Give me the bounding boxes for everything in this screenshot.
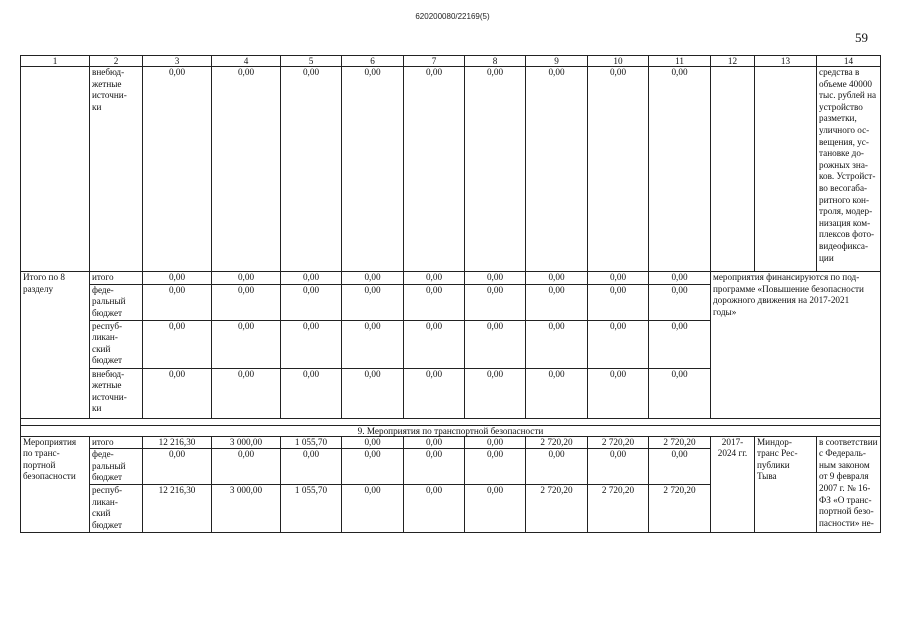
value-cell: 0,00 (342, 67, 404, 272)
value-cell: 0,00 (342, 436, 404, 449)
column-header: 7 (404, 56, 465, 67)
executor-cell: Миндор- транс Рес- публики Тыва (755, 436, 817, 533)
value-cell: 0,00 (143, 284, 212, 320)
document-id: 620200080/22169(5) (415, 12, 490, 21)
funding-source: феде- ральный бюджет (90, 449, 143, 485)
column-header: 4 (212, 56, 281, 67)
funding-source: итого (90, 272, 143, 285)
note-cell: в соответствии с Федераль- ным законом от 9 февраля 2007 г. № 16- ФЗ «О транс- портной безо- пасности» не- (817, 436, 881, 533)
value-cell: 0,00 (588, 368, 649, 418)
value-cell: 0,00 (342, 449, 404, 485)
value-cell: 12 216,30 (143, 436, 212, 449)
funding-source: внебюд- жетные источни- ки (90, 67, 143, 272)
value-cell: 0,00 (588, 449, 649, 485)
value-cell: 0,00 (143, 67, 212, 272)
value-cell: 2 720,20 (526, 436, 588, 449)
column-header: 2 (90, 56, 143, 67)
value-cell: 0,00 (342, 320, 404, 368)
value-cell: 0,00 (404, 449, 465, 485)
table-row (21, 67, 881, 272)
funding-source: внебюд- жетные источни- ки (90, 368, 143, 418)
value-cell: 0,00 (212, 67, 281, 272)
value-cell: 0,00 (404, 320, 465, 368)
value-cell: 0,00 (649, 67, 711, 272)
value-cell: 0,00 (465, 449, 526, 485)
value-cell: 0,00 (649, 449, 711, 485)
note-cell: мероприятия финансируются по под- программе «Повышение безопасности дорожного движения на 2017-2021 годы» (711, 272, 881, 419)
value-cell: 0,00 (143, 320, 212, 368)
column-header: 3 (143, 56, 212, 67)
value-cell: 0,00 (588, 284, 649, 320)
value-cell: 0,00 (465, 485, 526, 533)
value-cell: 1 055,70 (281, 485, 342, 533)
value-cell: 0,00 (465, 436, 526, 449)
value-cell: 0,00 (404, 485, 465, 533)
value-cell: 2 720,20 (649, 436, 711, 449)
value-cell: 3 000,00 (212, 436, 281, 449)
value-cell: 0,00 (526, 272, 588, 285)
value-cell: 0,00 (526, 67, 588, 272)
value-cell: 0,00 (281, 449, 342, 485)
value-cell: 0,00 (649, 320, 711, 368)
value-cell: 0,00 (526, 320, 588, 368)
value-cell: 0,00 (212, 449, 281, 485)
value-cell: 0,00 (465, 67, 526, 272)
column-header: 9 (526, 56, 588, 67)
value-cell: 0,00 (526, 368, 588, 418)
value-cell: 0,00 (342, 368, 404, 418)
value-cell: 0,00 (342, 284, 404, 320)
value-cell: 3 000,00 (212, 485, 281, 533)
value-cell: 0,00 (649, 284, 711, 320)
value-cell: 0,00 (281, 67, 342, 272)
value-cell: 0,00 (588, 320, 649, 368)
value-cell: 0,00 (212, 284, 281, 320)
column-header: 1 (21, 56, 90, 67)
funding-source: итого (90, 436, 143, 449)
value-cell: 0,00 (281, 320, 342, 368)
column-number-row (21, 56, 881, 67)
column-header: 5 (281, 56, 342, 67)
value-cell: 0,00 (281, 368, 342, 418)
column-header: 10 (588, 56, 649, 67)
value-cell: 0,00 (588, 272, 649, 285)
column-header: 6 (342, 56, 404, 67)
value-cell: 0,00 (649, 368, 711, 418)
section-label: Мероприятия по транс- портной безопасности (21, 436, 90, 533)
column-header: 8 (465, 56, 526, 67)
value-cell: 0,00 (526, 449, 588, 485)
page-number: 59 (855, 30, 868, 45)
column-header: 13 (755, 56, 817, 67)
value-cell: 0,00 (465, 368, 526, 418)
section-label: Итого по 8 разделу (21, 272, 90, 419)
value-cell: 1 055,70 (281, 436, 342, 449)
column-header: 14 (817, 56, 881, 67)
value-cell: 0,00 (143, 272, 212, 285)
value-cell: 0,00 (212, 272, 281, 285)
value-cell: 0,00 (404, 368, 465, 418)
funding-source: респуб- ликан- ский бюджет (90, 320, 143, 368)
value-cell: 0,00 (526, 284, 588, 320)
value-cell: 0,00 (465, 320, 526, 368)
value-cell: 0,00 (212, 320, 281, 368)
value-cell: 2 720,20 (588, 485, 649, 533)
period-cell: 2017- 2024 гг. (711, 436, 755, 533)
value-cell: 12 216,30 (143, 485, 212, 533)
funding-source: феде- ральный бюджет (90, 284, 143, 320)
value-cell: 0,00 (342, 272, 404, 285)
value-cell: 0,00 (281, 272, 342, 285)
value-cell: 0,00 (212, 368, 281, 418)
table-cell (711, 67, 755, 272)
value-cell: 0,00 (649, 272, 711, 285)
column-header: 11 (649, 56, 711, 67)
table-cell (755, 67, 817, 272)
value-cell: 0,00 (465, 284, 526, 320)
column-header: 12 (711, 56, 755, 67)
value-cell: 0,00 (143, 368, 212, 418)
value-cell: 2 720,20 (526, 485, 588, 533)
value-cell: 0,00 (404, 436, 465, 449)
section-title: 9. Мероприятия по транспортной безопасности (21, 425, 881, 436)
table-cell (21, 67, 90, 272)
value-cell: 0,00 (465, 272, 526, 285)
value-cell: 0,00 (342, 485, 404, 533)
table-row (21, 272, 881, 285)
funding-source: респуб- ликан- ский бюджет (90, 485, 143, 533)
table-row (21, 418, 881, 425)
value-cell: 2 720,20 (649, 485, 711, 533)
table-cell (21, 418, 881, 425)
value-cell: 0,00 (143, 449, 212, 485)
note-cell: средства в объеме 40000 тыс. рублей на устройство разметки, уличного ос- вещения, ус- тановке до- рожных зна- ков. Устройст- во весогаба- ритного кон- троля, модер- низация ком- плексов фото- видеофикса- ции (817, 67, 881, 272)
value-cell: 0,00 (588, 67, 649, 272)
value-cell: 0,00 (404, 67, 465, 272)
value-cell: 0,00 (404, 272, 465, 285)
financing-table (20, 55, 881, 533)
table-row (21, 436, 881, 449)
section-title-row (21, 425, 881, 436)
value-cell: 0,00 (281, 284, 342, 320)
value-cell: 0,00 (404, 284, 465, 320)
value-cell: 2 720,20 (588, 436, 649, 449)
